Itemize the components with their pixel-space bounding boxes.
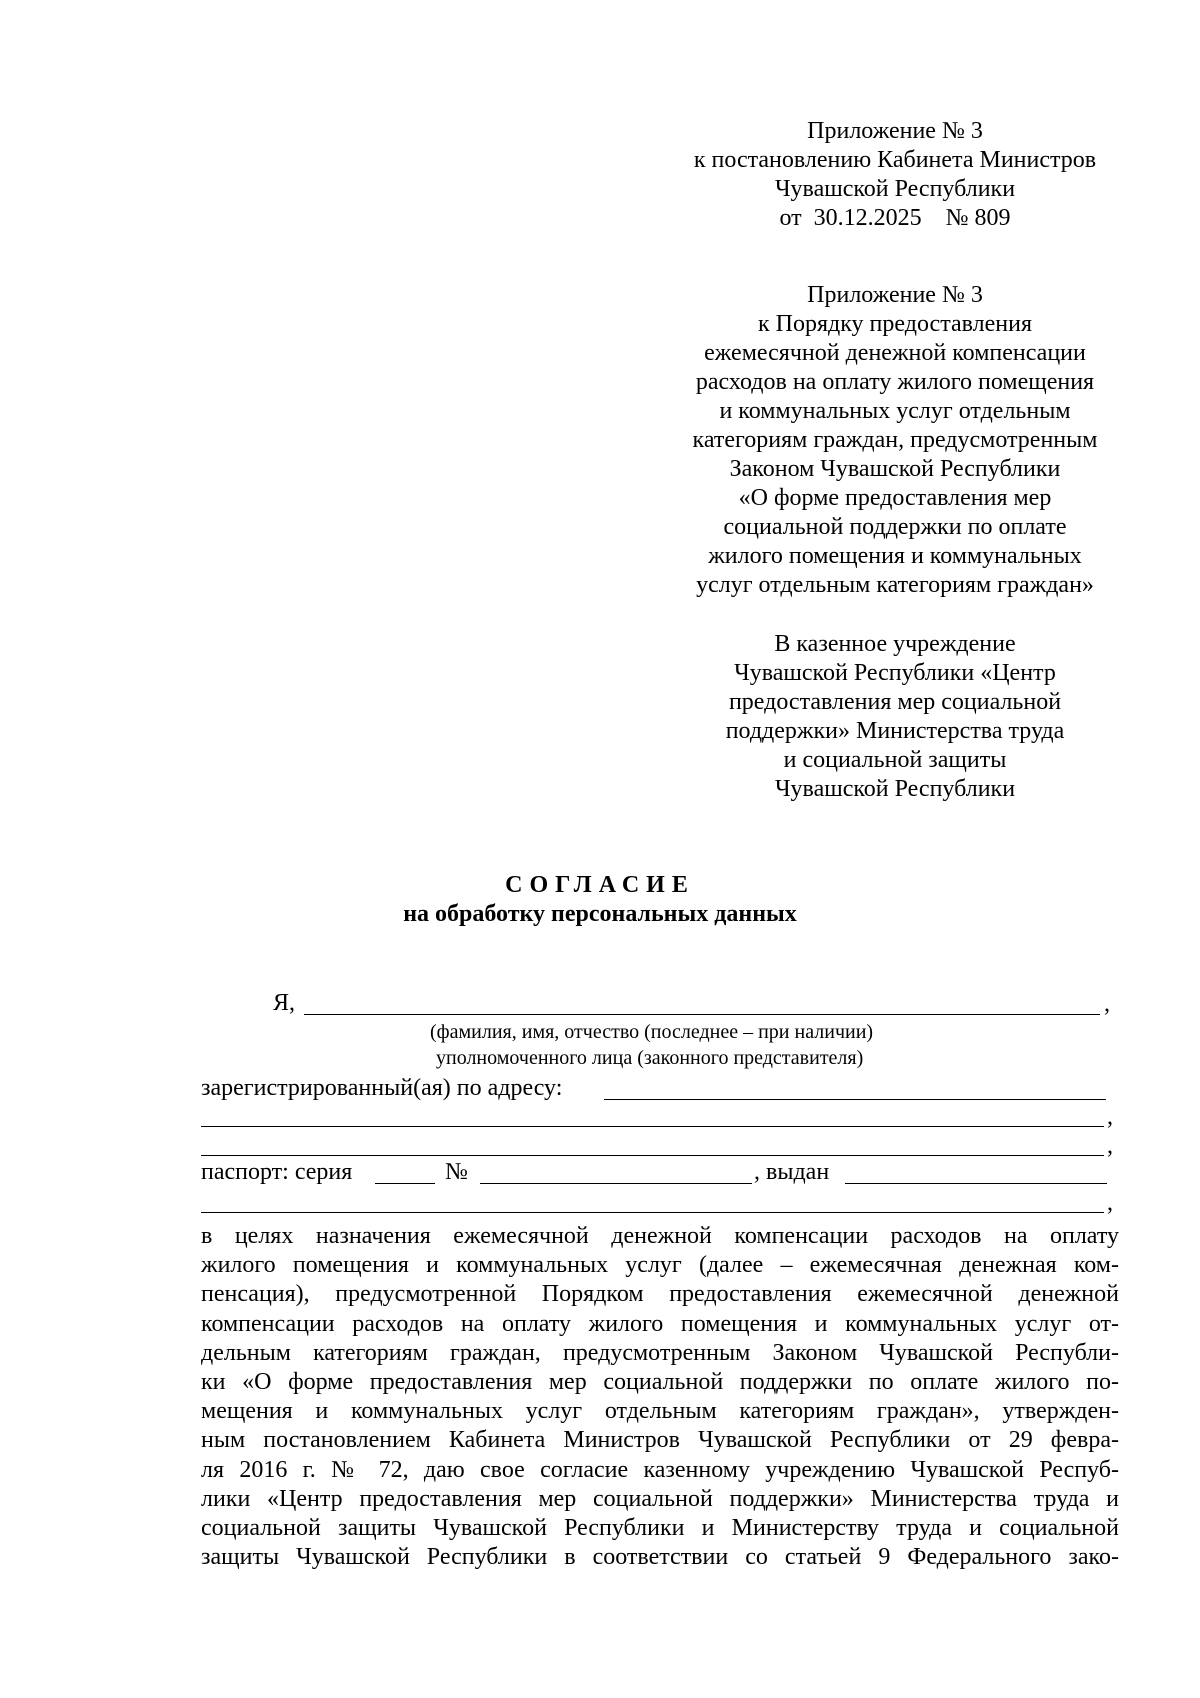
appendix-procedure-line: ежемесячной денежной компенсации bbox=[704, 340, 1086, 366]
appendix-procedure-line: и коммунальных услуг отдельным bbox=[719, 398, 1071, 424]
address-field-line-2[interactable] bbox=[201, 1126, 1104, 1127]
appendix-order-line: Приложение № 3 bbox=[807, 118, 983, 144]
body-line: социальной защиты Чувашской Республики и Министерству труда и социальной bbox=[201, 1514, 1119, 1541]
name-hint-line-1: (фамилия, имя, отчество (последнее – при наличии) bbox=[430, 1021, 874, 1043]
passport-series-field[interactable] bbox=[375, 1183, 435, 1184]
body-line: компенсации расходов на оплату жилого помещения и коммунальных услуг от- bbox=[201, 1310, 1119, 1337]
issued-comma: , bbox=[1107, 1190, 1113, 1216]
document-title: СОГЛАСИЕ bbox=[505, 872, 695, 898]
appendix-order-line: от 30.12.2025 № 809 bbox=[779, 205, 1011, 231]
body-line: ки «О форме предоставления мер социальной поддержки по оплате жилого по- bbox=[201, 1368, 1119, 1395]
issued-label: , выдан bbox=[754, 1159, 830, 1185]
address-comma-1: , bbox=[1107, 1104, 1113, 1130]
document-subtitle: на обработку персональных данных bbox=[403, 901, 797, 927]
appendix-procedure-line: к Порядку предоставления bbox=[757, 311, 1032, 337]
address-label: зарегистрированный(ая) по адресу: bbox=[201, 1075, 563, 1101]
appendix-procedure-line: «О форме предоставления мер bbox=[738, 485, 1052, 511]
appendix-procedure-block bbox=[670, 281, 1120, 600]
addressee-line: и социальной защиты bbox=[783, 747, 1007, 773]
addressee-line: поддержки» Министерства труда bbox=[725, 718, 1065, 744]
addressee-block bbox=[670, 630, 1120, 804]
body-line: пенсация), предусмотренной Порядком предоставления ежемесячной денежной bbox=[201, 1281, 1119, 1308]
body-line: жилого помещения и коммунальных услуг (далее – ежемесячная денежная ком- bbox=[201, 1252, 1119, 1279]
addressee-line: В казенное учреждение bbox=[774, 631, 1016, 657]
appendix-order-line: Чувашской Республики bbox=[774, 176, 1016, 202]
appendix-procedure-line: Законом Чувашской Республики bbox=[729, 456, 1061, 482]
body-line: защиты Чувашской Республики в соответствии со статьей 9 Федерального зако- bbox=[201, 1544, 1119, 1571]
full-name-field[interactable] bbox=[304, 1014, 1100, 1015]
issued-by-field-line-2[interactable] bbox=[201, 1212, 1104, 1213]
body-line: дельным категориям граждан, предусмотренным Законом Чувашской Республи- bbox=[201, 1339, 1119, 1366]
body-line: ля 2016 г. № 72, даю свое согласие казенному учреждению Чувашской Респуб- bbox=[201, 1456, 1119, 1483]
i-label: Я, bbox=[273, 990, 296, 1016]
appendix-procedure-line: жилого помещения и коммунальных bbox=[708, 543, 1082, 569]
consent-body-text bbox=[201, 1222, 1119, 1572]
body-line: мещения и коммунальных услуг отдельным категориям граждан», утвержден- bbox=[201, 1398, 1119, 1425]
passport-number-label: № bbox=[445, 1159, 468, 1185]
appendix-procedure-line: Приложение № 3 bbox=[807, 282, 983, 308]
appendix-procedure-line: социальной поддержки по оплате bbox=[723, 514, 1067, 540]
name-comma: , bbox=[1104, 991, 1110, 1017]
address-field-line-3[interactable] bbox=[201, 1155, 1104, 1156]
addressee-line: Чувашской Республики bbox=[774, 776, 1016, 802]
body-line: ным постановлением Кабинета Министров Чувашской Республики от 29 февра- bbox=[201, 1427, 1119, 1454]
name-hint-line-2: уполномоченного лица (законного представителя) bbox=[436, 1047, 864, 1069]
body-line: в целях назначения ежемесячной денежной компенсации расходов на оплату bbox=[201, 1223, 1119, 1249]
appendix-procedure-line: расходов на оплату жилого помещения bbox=[695, 369, 1095, 395]
appendix-order-line: к постановлению Кабинета Министров bbox=[693, 147, 1097, 173]
address-comma-2: , bbox=[1107, 1133, 1113, 1159]
address-field[interactable] bbox=[604, 1099, 1106, 1100]
addressee-line: предоставления мер социальной bbox=[728, 689, 1062, 715]
addressee-line: Чувашской Республики «Центр bbox=[734, 660, 1056, 686]
appendix-order-block bbox=[670, 117, 1120, 233]
appendix-procedure-line: услуг отдельным категориям граждан» bbox=[696, 572, 1094, 598]
passport-label: паспорт: серия bbox=[201, 1159, 353, 1185]
passport-number-field[interactable] bbox=[480, 1183, 752, 1184]
appendix-procedure-line: категориям граждан, предусмотренным bbox=[692, 427, 1098, 453]
issued-by-field[interactable] bbox=[845, 1183, 1107, 1184]
body-line: лики «Центр предоставления мер социальной поддержки» Министерства труда и bbox=[201, 1485, 1119, 1512]
